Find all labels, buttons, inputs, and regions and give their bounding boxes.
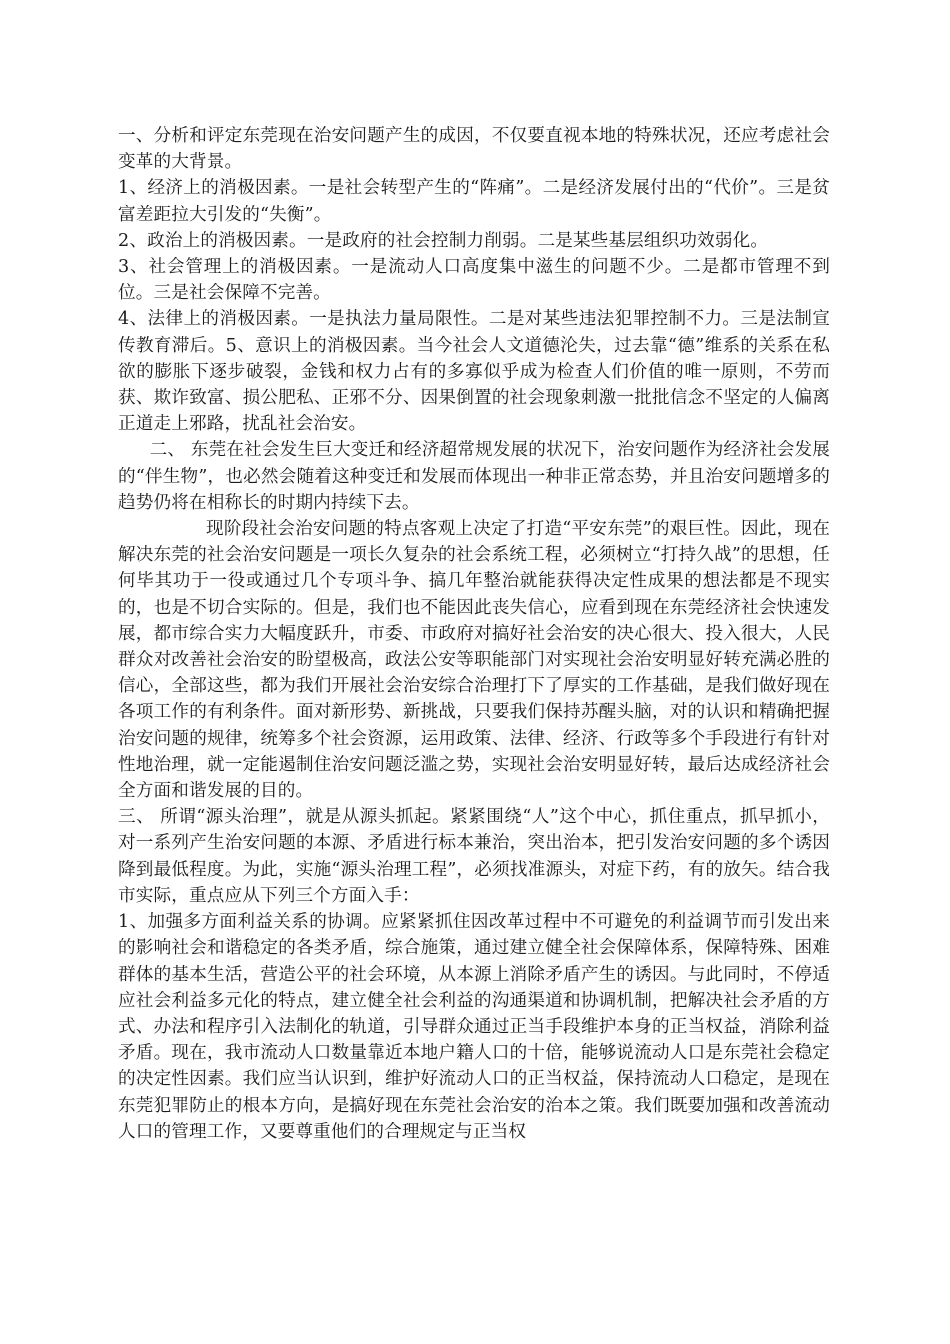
paragraph-political-factors: 2、政治上的消极因素。一是政府的社会控制力削弱。二是某些基层组织功效弱化。 (118, 230, 769, 251)
paragraph-section-two: 二、 东莞在社会发生巨大变迁和经济超常规发展的状况下，治安问题作为经济社会发展的“伴生物”，也必然会随着这种变迁和发展而体现出一种非正常态势，并且治安问题增多的趋势仍将在相称长的时期内持续下去。 (118, 440, 830, 513)
paragraph-social-management-factors: 3、社会管理上的消极因素。一是流动人口高度集中滋生的问题不少。二是都市管理不到位。三是社会保障不完善。 (118, 257, 830, 304)
paragraph-interest-coordination: 1、加强多方面利益关系的协调。应紧紧抓住因改革过程中不可避免的利益调节而引发出来的影响社会和谐稳定的各类矛盾，综合施策，通过建立健全社会保障体系，保障特殊、困难群体的基本生活，营造公平的社会环境，从本源上消除矛盾产生的诱因。与此同时，不停适应社会利益多元化的特点，建立健全社会利益的沟通渠道和协调机制，把解决社会矛盾的方式、办法和程序引入法制化的轨道，引导群众通过正当手段维护本身的正当权益，消除利益矛盾。现在，我市流动人口数量靠近本地户籍人口的十倍，能够说流动人口是东莞社会稳定的决定性因素。我们应当认识到，维护好流动人口的正当权益，保持流动人口稳定，是现在东莞犯罪防止的根本方向，是搞好现在东莞社会治安的治本之策。我们既要加强和改善流动人口的管理工作，又要尊重他们的合理规定与正当权 (118, 912, 830, 1142)
paragraph-section-one-intro: 一、分析和评定东莞现在治安问题产生的成因，不仅要直视本地的特殊状况，还应考虑社会变革的大背景。 (118, 126, 830, 173)
paragraph-economic-factors: 1、经济上的消极因素。一是社会转型产生的“阵痛”。二是经济发展付出的“代价”。三是贫富差距拉大引发的“失衡”。 (118, 178, 830, 225)
paragraph-section-three: 三、 所谓“源头治理”，就是从源头抓起。紧紧围绕“人”这个中心，抓住重点，抓早抓小，对一系列产生治安问题的本源、矛盾进行标本兼治，突出治本，把引发治安问题的多个诱因降到最低程度。为此，实施“源头治理工程”，必须找准源头，对症下药，有的放矢。结合我市实际，重点应从下列三个方面入手： (118, 807, 830, 906)
document-body (118, 123, 830, 1145)
paragraph-current-stage: 现阶段社会治安问题的特点客观上决定了打造“平安东莞”的艰巨性。因此，现在解决东莞的社会治安问题是一项长久复杂的社会系统工程，必须树立“打持久战”的思想，任何毕其功于一役或通过几个专项斗争、搞几年整治就能获得决定性成果的想法都是不现实的，也是不切合实际的。但是，我们也不能因此丧失信心，应看到现在东莞经济社会快速发展，都市综合实力大幅度跃升，市委、市政府对搞好社会治安的决心很大、投入很大，人民群众对改善社会治安的盼望极高，政法公安等职能部门对实现社会治安明显好转充满必胜的信心，全部这些，都为我们开展社会治安综合治理打下了厚实的工作基础，是我们做好现在各项工作的有利条件。面对新形势、新挑战，只要我们保持苏醒头脑，对的认识和精确把握治安问题的规律，统筹多个社会资源，运用政策、法律、经济、行政等多个手段进行有针对性地治理，就一定能遏制住治安问题泛滥之势，实现社会治安明显好转，最后达成经济社会全方面和谐发展的目的。 (118, 519, 830, 802)
paragraph-legal-and-ideological-factors: 4、法律上的消极因素。一是执法力量局限性。二是对某些违法犯罪控制不力。三是法制宣传教育滞后。5、意识上的消极因素。当今社会人文道德沦失，过去靠“德”维系的关系在私欲的膨胀下逐步破裂，金钱和权力占有的多寡似乎成为检查人们价值的唯一原则，不劳而获、欺诈致富、损公肥私、正邪不分、因果倒置的社会现象刺激一批批信念不坚定的人偏离正道走上邪路，扰乱社会治安。 (118, 309, 830, 435)
